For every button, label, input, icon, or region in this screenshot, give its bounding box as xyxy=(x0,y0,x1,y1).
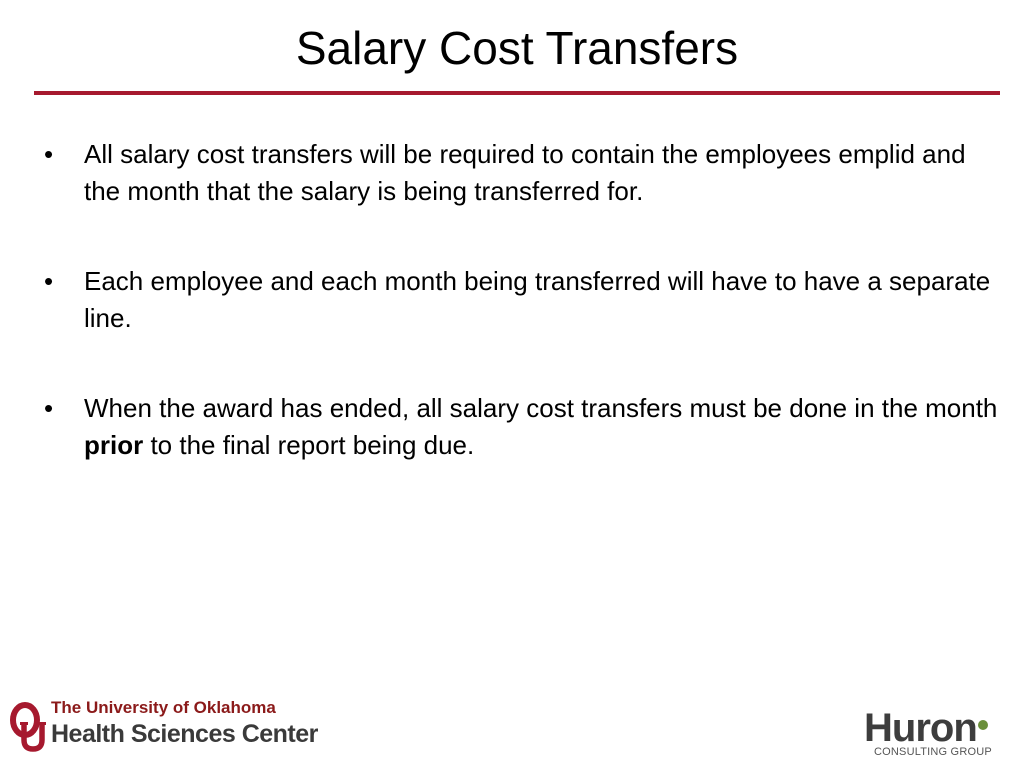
ou-logo-line1: The University of Oklahoma xyxy=(51,698,276,717)
huron-wordmark: Huron xyxy=(864,706,977,750)
bullet-item xyxy=(40,390,1000,464)
bullet-text-tail: to the final report being due. xyxy=(143,430,475,460)
ou-logo-line2: Health Sciences Center xyxy=(51,720,318,748)
bullet-item xyxy=(40,263,1000,337)
bullet-item xyxy=(40,136,1000,210)
bullet-marker: • xyxy=(44,139,54,169)
bullet-text: When the award has ended, all salary cost transfers must be done in the month xyxy=(84,393,998,423)
huron-consulting-logo xyxy=(864,706,1016,758)
slide-title: Salary Cost Transfers xyxy=(295,22,739,74)
bullet-emphasis: prior xyxy=(84,430,144,460)
bullet-list xyxy=(40,136,1000,517)
huron-dot-icon xyxy=(978,720,988,730)
bullet-marker: • xyxy=(44,266,54,296)
bullet-text: All salary cost transfers will be required to contain the employees emplid and the month that the salary is being transferred for. xyxy=(84,139,966,206)
ou-health-sciences-logo xyxy=(10,698,330,754)
ou-monogram-icon xyxy=(10,702,48,752)
title-underline xyxy=(34,91,1000,95)
huron-tagline: CONSULTING GROUP xyxy=(874,746,992,758)
bullet-text: Each employee and each month being transferred will have to have a separate line. xyxy=(84,266,991,333)
bullet-marker: • xyxy=(44,393,54,423)
